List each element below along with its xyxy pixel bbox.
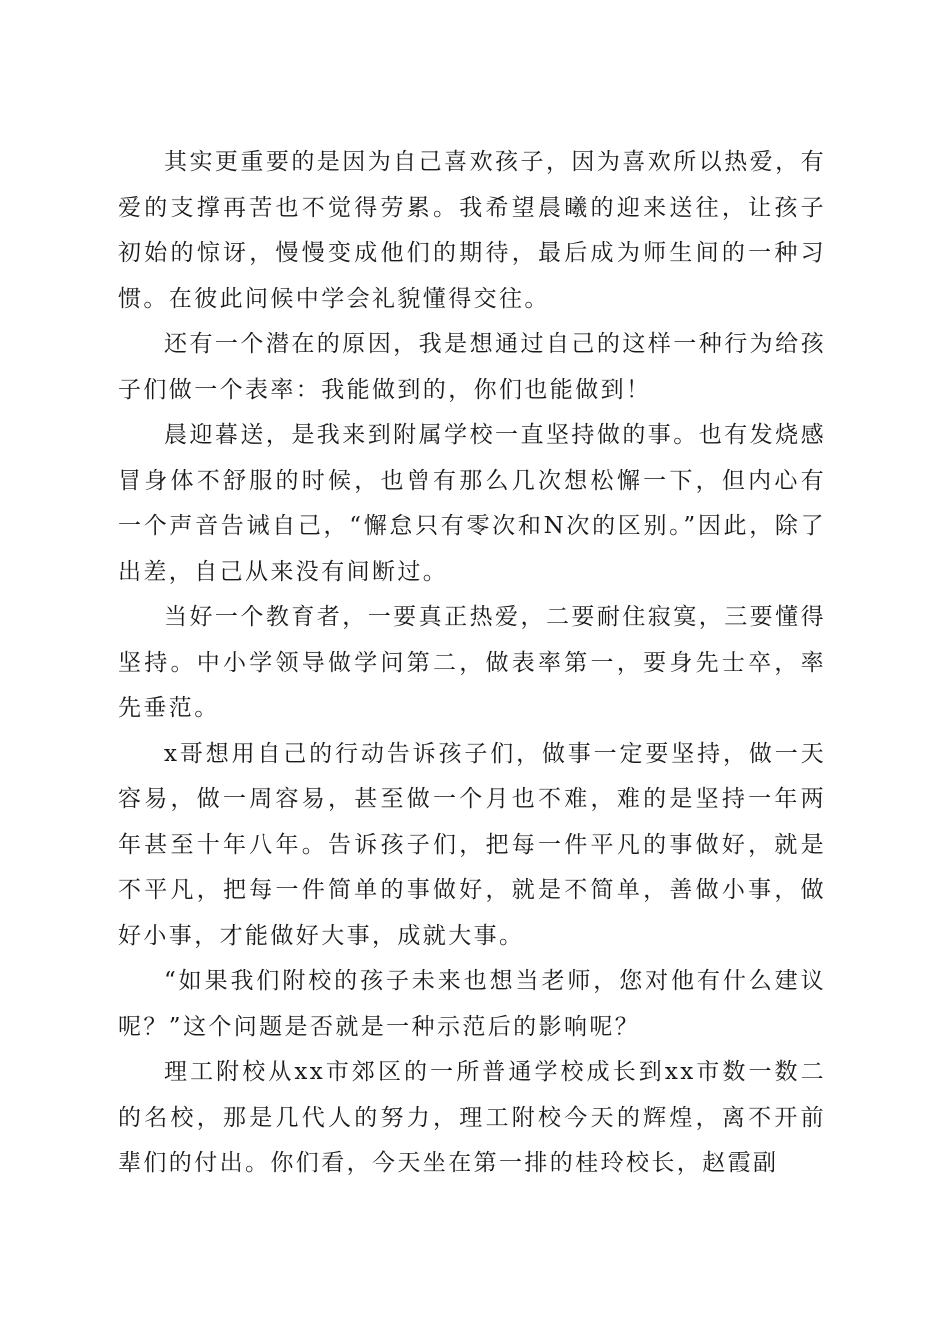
- paragraph-2: 还有一个潜在的原因，我是想通过自己的这样一种行为给孩子们做一个表率：我能做到的，你们也能做到！: [118, 331, 826, 403]
- paragraph-7: 理工附校从xx市郊区的一所普通学校成长到xx市数一数二的名校，那是几代人的努力，理工附校今天的辉煌，离不开前辈们的付出。你们看，今天坐在第一排的桂玲校长，赵霞副: [118, 1059, 826, 1176]
- paragraph-1: 其实更重要的是因为自己喜欢孩子，因为喜欢所以热爱，有爱的支撑再苦也不觉得劳累。我希望晨曦的迎来送往，让孩子初始的惊讶，慢慢变成他们的期待，最后成为师生间的一种习惯。在彼此问候中学会礼貌懂得交往。: [118, 149, 826, 312]
- paragraph-3: 晨迎暮送，是我来到附属学校一直坚持做的事。也有发烧感冒身体不舒服的时候，也曾有那么几次想松懈一下，但内心有一个声音告诫自己，“懈怠只有零次和N次的区别。”因此，除了出差，自己从来没有间断过。: [118, 422, 826, 585]
- paragraph-6: “如果我们附校的孩子未来也想当老师，您对他有什么建议呢？”这个问题是否就是一种示范后的影响呢？: [118, 968, 826, 1040]
- paragraph-4: 当好一个教育者，一要真正热爱，二要耐住寂寞，三要懂得坚持。中小学领导做学问第二，做表率第一，要身先士卒，率先垂范。: [118, 604, 826, 721]
- paragraph-5: x哥想用自己的行动告诉孩子们，做事一定要坚持，做一天容易，做一周容易，甚至做一个月也不难，难的是坚持一年两年甚至十年八年。告诉孩子们，把每一件平凡的事做好，就是不平凡，把每一件简单的事做好，就是不简单，善做小事，做好小事，才能做好大事，成就大事。: [118, 740, 826, 949]
- document-body: [118, 140, 826, 1187]
